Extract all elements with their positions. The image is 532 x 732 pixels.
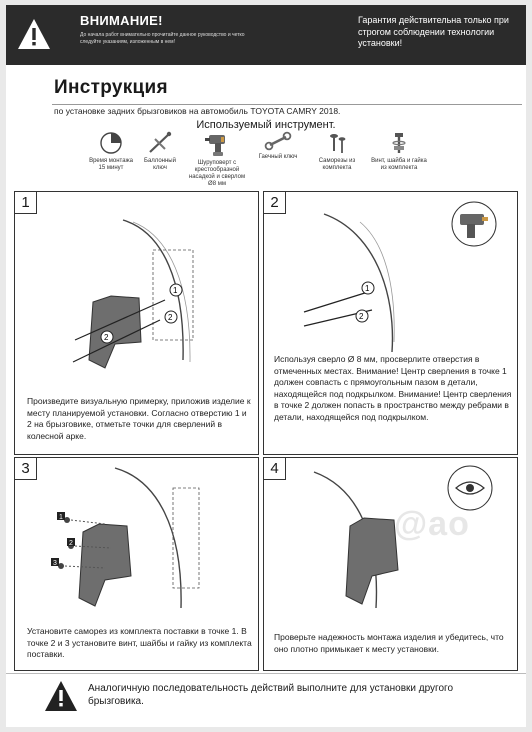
svg-text:3: 3 xyxy=(53,560,57,567)
wrench-icon xyxy=(264,131,292,151)
step-4-illustration xyxy=(264,458,519,618)
step-number: 3 xyxy=(15,458,37,480)
svg-text:1: 1 xyxy=(59,514,63,521)
warning-subtitle: До начала работ внимательно прочитайте данное руководство и четко следуйте указаниям, изложенным в нем! xyxy=(80,32,245,45)
page-subtitle: по установке задних брызговиков на автомобиль TOYOTA CAMRY 2018. xyxy=(54,106,341,116)
title-divider xyxy=(52,104,522,105)
bolt-washer-nut-icon xyxy=(386,131,412,155)
tool-item: Гаечный ключ xyxy=(256,131,300,161)
warning-triangle-icon xyxy=(44,680,78,712)
warning-header xyxy=(6,5,526,65)
tool-item: Саморезы из комплекта xyxy=(312,131,362,172)
tool-item: Винт, шайба и гайка из комплекта xyxy=(368,131,430,172)
step-text: Используя сверло Ø 8 мм, просверлите отверстия в отмеченных местах. Внимание! Центр сверления в точке 1 должен совпасть с прямоугольным пазом в детали, находящейся под подкрылком. Внимание! Центр сверления в точке 2 должен попасть в пространство между ребрами в детали, находящейся под подкрылком. xyxy=(274,354,512,422)
svg-text:1: 1 xyxy=(365,284,370,293)
tools-title: Используемый инструмент. xyxy=(196,119,336,131)
footer-note xyxy=(6,673,526,727)
lug-wrench-icon xyxy=(147,131,173,155)
step-3-panel xyxy=(14,457,259,671)
svg-text:2: 2 xyxy=(104,333,109,342)
tool-item: Шуруповерт с крестообразной насадкой и сверлом Ø8 мм xyxy=(186,131,248,188)
guarantee-note: Гарантия действительна только при строгом соблюдении технологии установки! xyxy=(358,15,509,48)
step-text: Установите саморез из комплекта поставки в точке 1. В точке 2 и 3 установите винт, шайбы и гайку из комплекта поставки. xyxy=(27,626,252,659)
page-title: Инструкция xyxy=(54,77,168,98)
warning-title: ВНИМАНИЕ! xyxy=(80,13,163,28)
footer-text: Аналогичную последовательность действий выполните для установки другого брызговика. xyxy=(88,683,454,707)
screwdriver-drill-icon xyxy=(203,131,231,157)
step-4-panel xyxy=(263,457,518,671)
svg-text:2: 2 xyxy=(359,312,364,321)
tool-item: Баллонный ключ xyxy=(140,131,180,172)
tool-item: Время монтажа 15 минут xyxy=(88,131,134,172)
step-3-illustration xyxy=(15,458,260,618)
svg-text:1: 1 xyxy=(173,286,178,295)
clock-icon xyxy=(99,131,123,155)
step-1-illustration xyxy=(15,192,260,392)
step-1-panel xyxy=(14,191,259,455)
step-2-illustration xyxy=(264,192,519,362)
svg-text:2: 2 xyxy=(168,313,173,322)
step-number: 4 xyxy=(264,458,286,480)
step-number: 1 xyxy=(15,192,37,214)
step-number: 2 xyxy=(264,192,286,214)
self-tapping-screws-icon xyxy=(325,131,349,155)
step-2-panel xyxy=(263,191,518,455)
instruction-sheet xyxy=(6,5,526,727)
svg-text:2: 2 xyxy=(69,540,73,547)
warning-triangle-icon xyxy=(16,17,52,51)
step-text: Произведите визуальную примерку, приложив изделие к месту планируемой установки. Согласно отверстию 1 и 2 на брызговике, отметьте точки для сверлений в колесной арке. xyxy=(27,396,251,441)
watermark: @ao xyxy=(394,505,470,543)
step-text: Проверьте надежность монтажа изделия и убедитесь, что оно плотно примыкает к месту установки. xyxy=(274,632,504,654)
